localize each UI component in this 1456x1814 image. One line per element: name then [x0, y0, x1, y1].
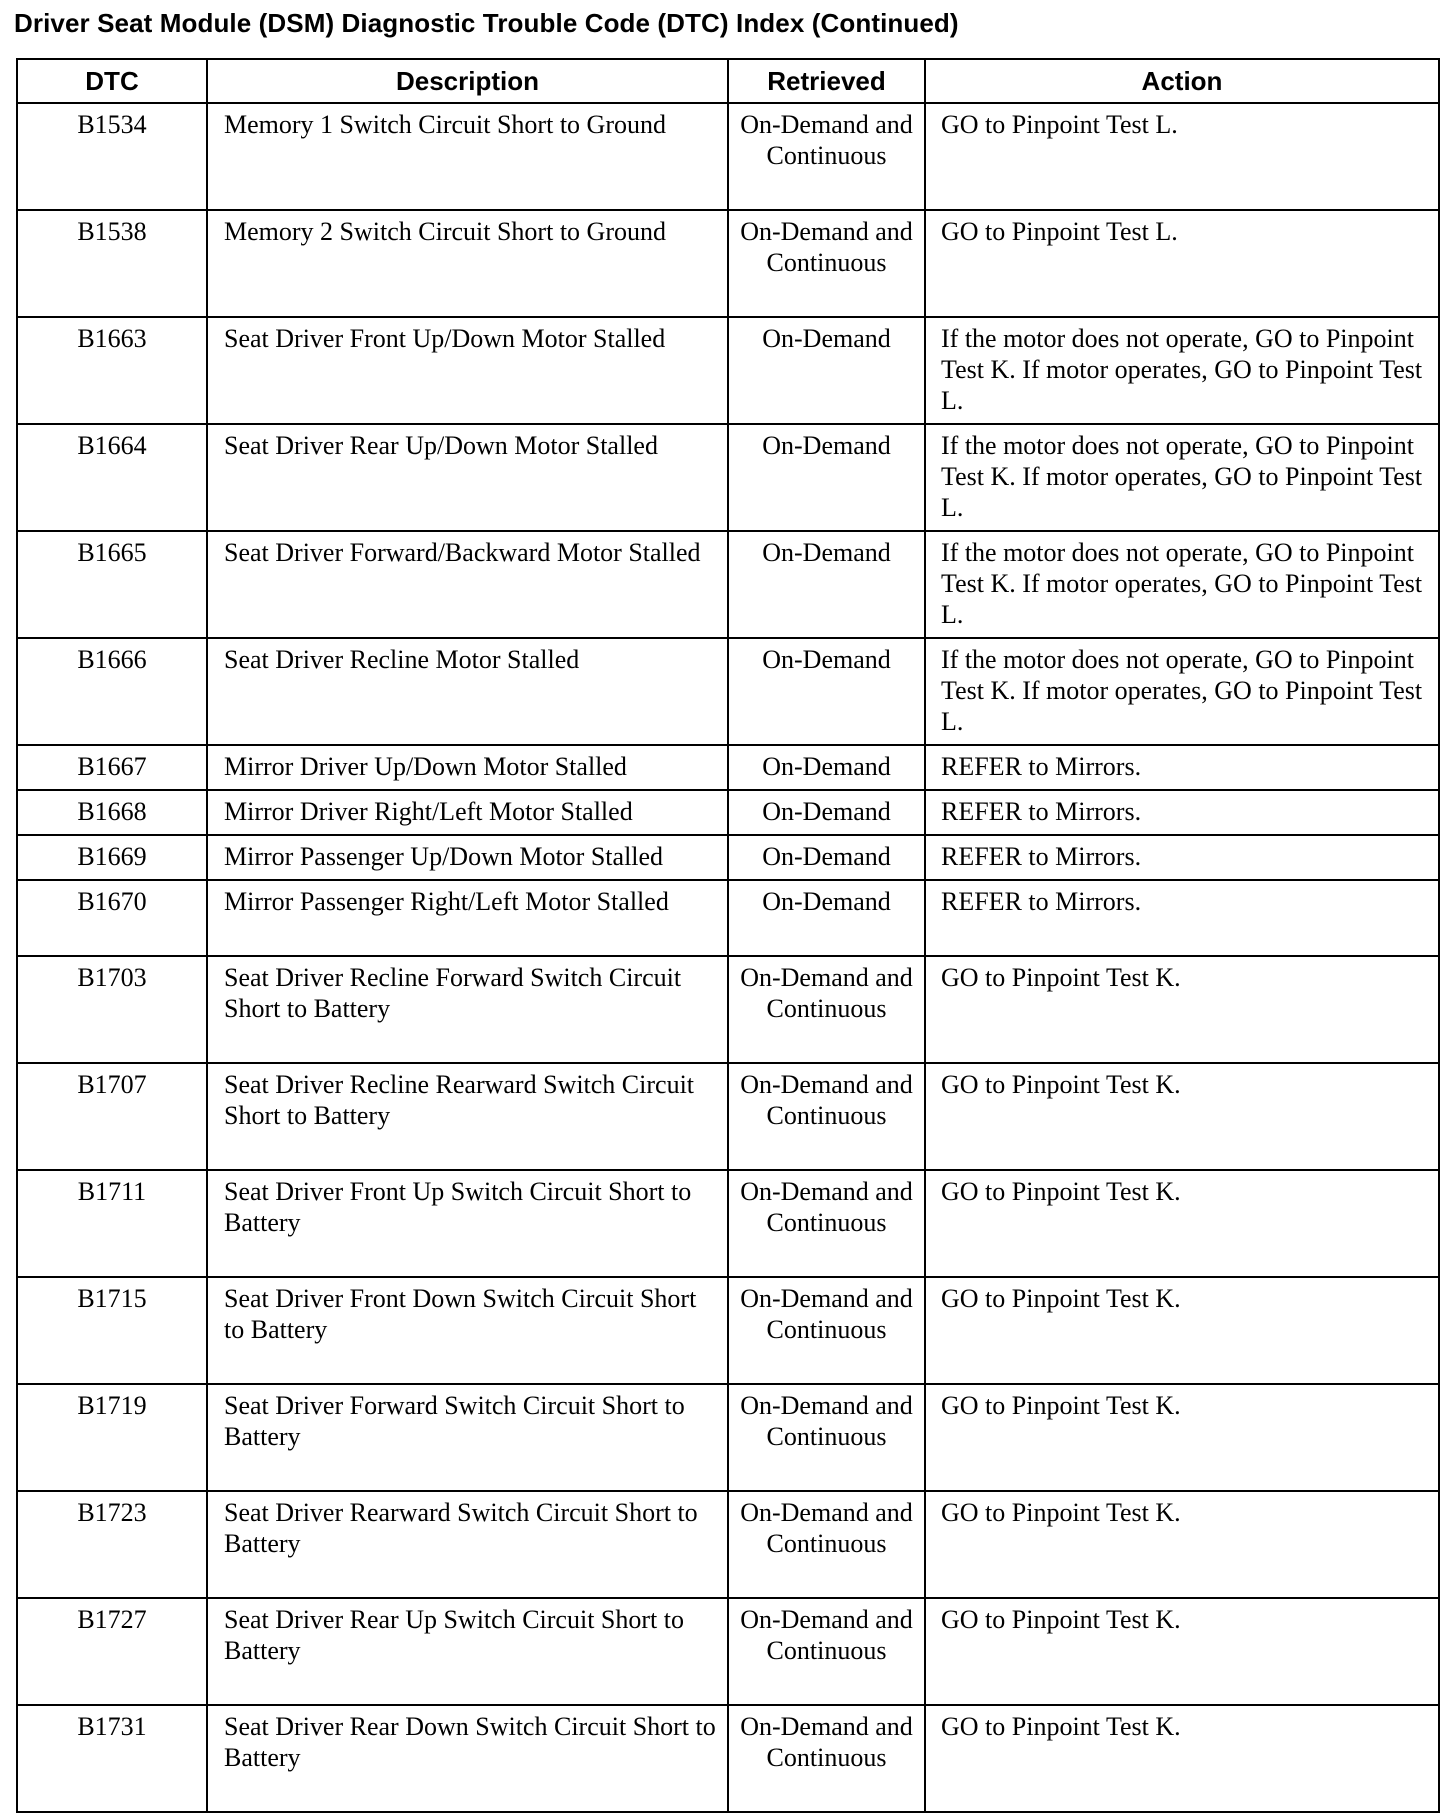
dtc-action: GO to Pinpoint Test K.: [925, 1384, 1439, 1491]
dtc-description: Memory 1 Switch Circuit Short to Ground: [207, 103, 728, 210]
dtc-retrieved: On-Demand and Continuous: [728, 1063, 925, 1170]
dtc-retrieved: On-Demand and Continuous: [728, 1491, 925, 1598]
dtc-description: Mirror Driver Up/Down Motor Stalled: [207, 745, 728, 790]
dtc-description: Mirror Passenger Up/Down Motor Stalled: [207, 835, 728, 880]
table-row: [17, 531, 1439, 638]
dtc-code: B1667: [17, 745, 207, 790]
dtc-code: B1668: [17, 790, 207, 835]
header-description: Description: [207, 59, 728, 103]
table-row: [17, 1170, 1439, 1277]
dtc-action: If the motor does not operate, GO to Pinpoint Test K. If motor operates, GO to Pinpoint Test L.: [925, 317, 1439, 424]
header-dtc: DTC: [17, 59, 207, 103]
table-row: [17, 1277, 1439, 1384]
dtc-retrieved: On-Demand: [728, 317, 925, 424]
dtc-description: Seat Driver Recline Motor Stalled: [207, 638, 728, 745]
dtc-retrieved: On-Demand and Continuous: [728, 1170, 925, 1277]
dtc-description: Seat Driver Forward Switch Circuit Short to Battery: [207, 1384, 728, 1491]
dtc-action: GO to Pinpoint Test K.: [925, 1063, 1439, 1170]
table-row: [17, 1491, 1439, 1598]
dtc-code: B1711: [17, 1170, 207, 1277]
dtc-description: Seat Driver Recline Rearward Switch Circuit Short to Battery: [207, 1063, 728, 1170]
dtc-action: GO to Pinpoint Test K.: [925, 1705, 1439, 1812]
dtc-action: GO to Pinpoint Test L.: [925, 103, 1439, 210]
dtc-code: B1534: [17, 103, 207, 210]
dtc-retrieved: On-Demand: [728, 531, 925, 638]
dtc-code: B1703: [17, 956, 207, 1063]
table-row: [17, 103, 1439, 210]
table-row: [17, 317, 1439, 424]
dtc-code: B1665: [17, 531, 207, 638]
dtc-retrieved: On-Demand and Continuous: [728, 956, 925, 1063]
header-action: Action: [925, 59, 1439, 103]
dtc-code: B1719: [17, 1384, 207, 1491]
dtc-description: Seat Driver Rear Down Switch Circuit Short to Battery: [207, 1705, 728, 1812]
dtc-retrieved: On-Demand: [728, 790, 925, 835]
table-row: [17, 790, 1439, 835]
dtc-code: B1669: [17, 835, 207, 880]
table-row: [17, 835, 1439, 880]
dtc-action: If the motor does not operate, GO to Pinpoint Test K. If motor operates, GO to Pinpoint Test L.: [925, 638, 1439, 745]
dtc-code: B1538: [17, 210, 207, 317]
dtc-retrieved: On-Demand and Continuous: [728, 1277, 925, 1384]
page-title: Driver Seat Module (DSM) Diagnostic Trouble Code (DTC) Index (Continued): [14, 8, 959, 38]
table-row: [17, 1384, 1439, 1491]
dtc-retrieved: On-Demand: [728, 424, 925, 531]
dtc-action: GO to Pinpoint Test L.: [925, 210, 1439, 317]
dtc-description: Mirror Driver Right/Left Motor Stalled: [207, 790, 728, 835]
dtc-description: Seat Driver Front Down Switch Circuit Short to Battery: [207, 1277, 728, 1384]
table-row: [17, 424, 1439, 531]
dtc-code: B1666: [17, 638, 207, 745]
dtc-retrieved: On-Demand: [728, 835, 925, 880]
dtc-action: REFER to Mirrors.: [925, 880, 1439, 956]
dtc-code: B1664: [17, 424, 207, 531]
dtc-action: GO to Pinpoint Test K.: [925, 1598, 1439, 1705]
header-retrieved: Retrieved: [728, 59, 925, 103]
dtc-description: Seat Driver Rear Up/Down Motor Stalled: [207, 424, 728, 531]
dtc-retrieved: On-Demand: [728, 638, 925, 745]
dtc-action: REFER to Mirrors.: [925, 745, 1439, 790]
table-row: [17, 1063, 1439, 1170]
dtc-index-table: [16, 58, 1440, 1813]
dtc-description: Seat Driver Forward/Backward Motor Stalled: [207, 531, 728, 638]
dtc-retrieved: On-Demand and Continuous: [728, 1384, 925, 1491]
dtc-description: Seat Driver Rear Up Switch Circuit Short to Battery: [207, 1598, 728, 1705]
table-row: [17, 880, 1439, 956]
dtc-action: GO to Pinpoint Test K.: [925, 956, 1439, 1063]
dtc-code: B1663: [17, 317, 207, 424]
dtc-code: B1715: [17, 1277, 207, 1384]
dtc-code: B1670: [17, 880, 207, 956]
dtc-action: If the motor does not operate, GO to Pinpoint Test K. If motor operates, GO to Pinpoint Test L.: [925, 424, 1439, 531]
dtc-retrieved: On-Demand: [728, 880, 925, 956]
dtc-description: Seat Driver Recline Forward Switch Circuit Short to Battery: [207, 956, 728, 1063]
dtc-description: Memory 2 Switch Circuit Short to Ground: [207, 210, 728, 317]
dtc-retrieved: On-Demand and Continuous: [728, 210, 925, 317]
dtc-retrieved: On-Demand and Continuous: [728, 103, 925, 210]
dtc-description: Seat Driver Front Up/Down Motor Stalled: [207, 317, 728, 424]
table-row: [17, 210, 1439, 317]
dtc-retrieved: On-Demand: [728, 745, 925, 790]
dtc-action: GO to Pinpoint Test K.: [925, 1491, 1439, 1598]
dtc-description: Seat Driver Front Up Switch Circuit Short to Battery: [207, 1170, 728, 1277]
dtc-code: B1727: [17, 1598, 207, 1705]
dtc-description: Mirror Passenger Right/Left Motor Stalled: [207, 880, 728, 956]
dtc-action: If the motor does not operate, GO to Pinpoint Test K. If motor operates, GO to Pinpoint Test L.: [925, 531, 1439, 638]
table-header-row: [17, 59, 1439, 103]
dtc-action: GO to Pinpoint Test K.: [925, 1277, 1439, 1384]
dtc-code: B1707: [17, 1063, 207, 1170]
dtc-code: B1723: [17, 1491, 207, 1598]
dtc-description: Seat Driver Rearward Switch Circuit Short to Battery: [207, 1491, 728, 1598]
table-row: [17, 1705, 1439, 1812]
dtc-retrieved: On-Demand and Continuous: [728, 1598, 925, 1705]
table-row: [17, 956, 1439, 1063]
table-row: [17, 638, 1439, 745]
table-row: [17, 1598, 1439, 1705]
dtc-action: REFER to Mirrors.: [925, 835, 1439, 880]
dtc-retrieved: On-Demand and Continuous: [728, 1705, 925, 1812]
table-row: [17, 745, 1439, 790]
dtc-action: REFER to Mirrors.: [925, 790, 1439, 835]
dtc-action: GO to Pinpoint Test K.: [925, 1170, 1439, 1277]
dtc-code: B1731: [17, 1705, 207, 1812]
